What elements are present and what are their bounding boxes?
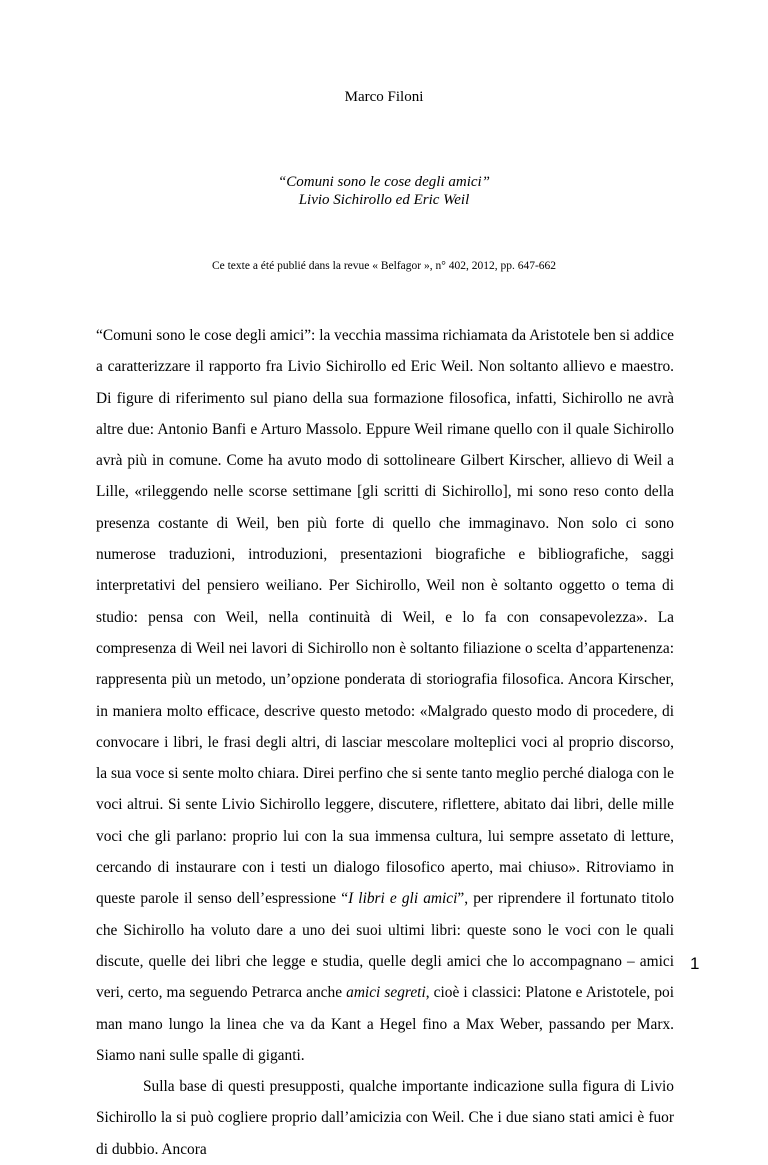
paragraph-1 [96, 320, 674, 1071]
title-line-1: “Comuni sono le cose degli amici” [277, 174, 491, 190]
page-number: 1 [690, 954, 700, 973]
title-line-2: Livio Sichirollo ed Eric Weil [298, 192, 470, 208]
publication-note: Ce texte a été publié dans la revue « Belfagor », n° 402, 2012, pp. 647-662 [211, 260, 557, 272]
paragraph-1-part-1: “Comuni sono le cose degli amici”: la vecchia massima richiamata da Aristotele ben si addice a caratterizzare il rapporto fra Livio Sichirollo ed Eric Weil. Non soltanto allievo e maestro. Di figure di riferimento sul piano della sua formazione filosofica, infatti, Sichirollo ne avrà altre due: Antonio Banfi e Arturo Massolo. Eppure Weil rimane quello con il quale Sichirollo avrà più in comune. Come ha avuto modo di sottolineare Gilbert Kirscher, allievo di Weil a Lille, «rileggendo nelle scorse settimane [gli scritti di Sichirollo], mi sono reso conto della presenza costante di Weil, ben più forte di quello che immaginavo. Non solo ci sono numerose traduzioni, introduzioni, presentazioni biografiche e bibliografiche, saggi interpretativi del pensiero weiliano. Per Sichirollo, Weil non è soltanto oggetto o tema di studio: pensa con Weil, nella continuità di Weil, e lo fa con consapevolezza». La compresenza di Weil nei lavori di Sichirollo non è soltanto filiazione o scelta d’appartenenza: rappresenta più un metodo, un’opzione ponderata di storiografia filosofica. Ancora Kirscher, in maniera molto efficace, descrive questo metodo: «Malgrado questo modo di procedere, di convocare i libri, le frasi degli altri, di lasciar mescolare molteplici voci al proprio discorso, la sua voce si sente molto chiara. Direi perfino che si sente tanto meglio perché dialoga con le voci altrui. Si sente Livio Sichirollo leggere, discutere, riflettere, abitato dai libri, delle mille voci che gli parlano: proprio lui con la sua immensa cultura, lui sempre assetato di letture, cercando di instaurare con i testi un dialogo filosofico aperto, mai chiuso». Ritroviamo in queste parole il senso dell’espressione “ [96, 327, 674, 908]
paragraph-2: Sulla base di questi presupposti, qualche importante indicazione sulla figura di Livio Sichirollo la si può cogliere proprio dall’amicizia con Weil. Che i due siano stati amici è fuor di dubbio. Ancora [96, 1078, 674, 1158]
paragraph-1-part-2: ”, per riprendere il fortunato titolo che Sichirollo ha voluto dare a uno dei suoi ultimi libri: queste sono le voci con le quali discute, quelle dei libri che legge e studia, quelle degli amici che lo accompagnano – amici veri, certo, ma seguendo Petrarca anche [96, 890, 674, 1002]
amici-segreti-italic: amici segreti [346, 984, 426, 1002]
article-title [0, 173, 768, 209]
paragraph-1-part-3: , cioè i classici: Platone e Aristotele, poi man mano lungo la linea che va da Kant a Hegel fino a Max Weber, passando per Marx. Siamo nani sulle spalle di giganti. [96, 984, 675, 1064]
book-title-italic: I libri e gli amici [348, 890, 458, 908]
author-name: Marco Filoni [344, 89, 424, 105]
body-text [96, 320, 674, 1165]
